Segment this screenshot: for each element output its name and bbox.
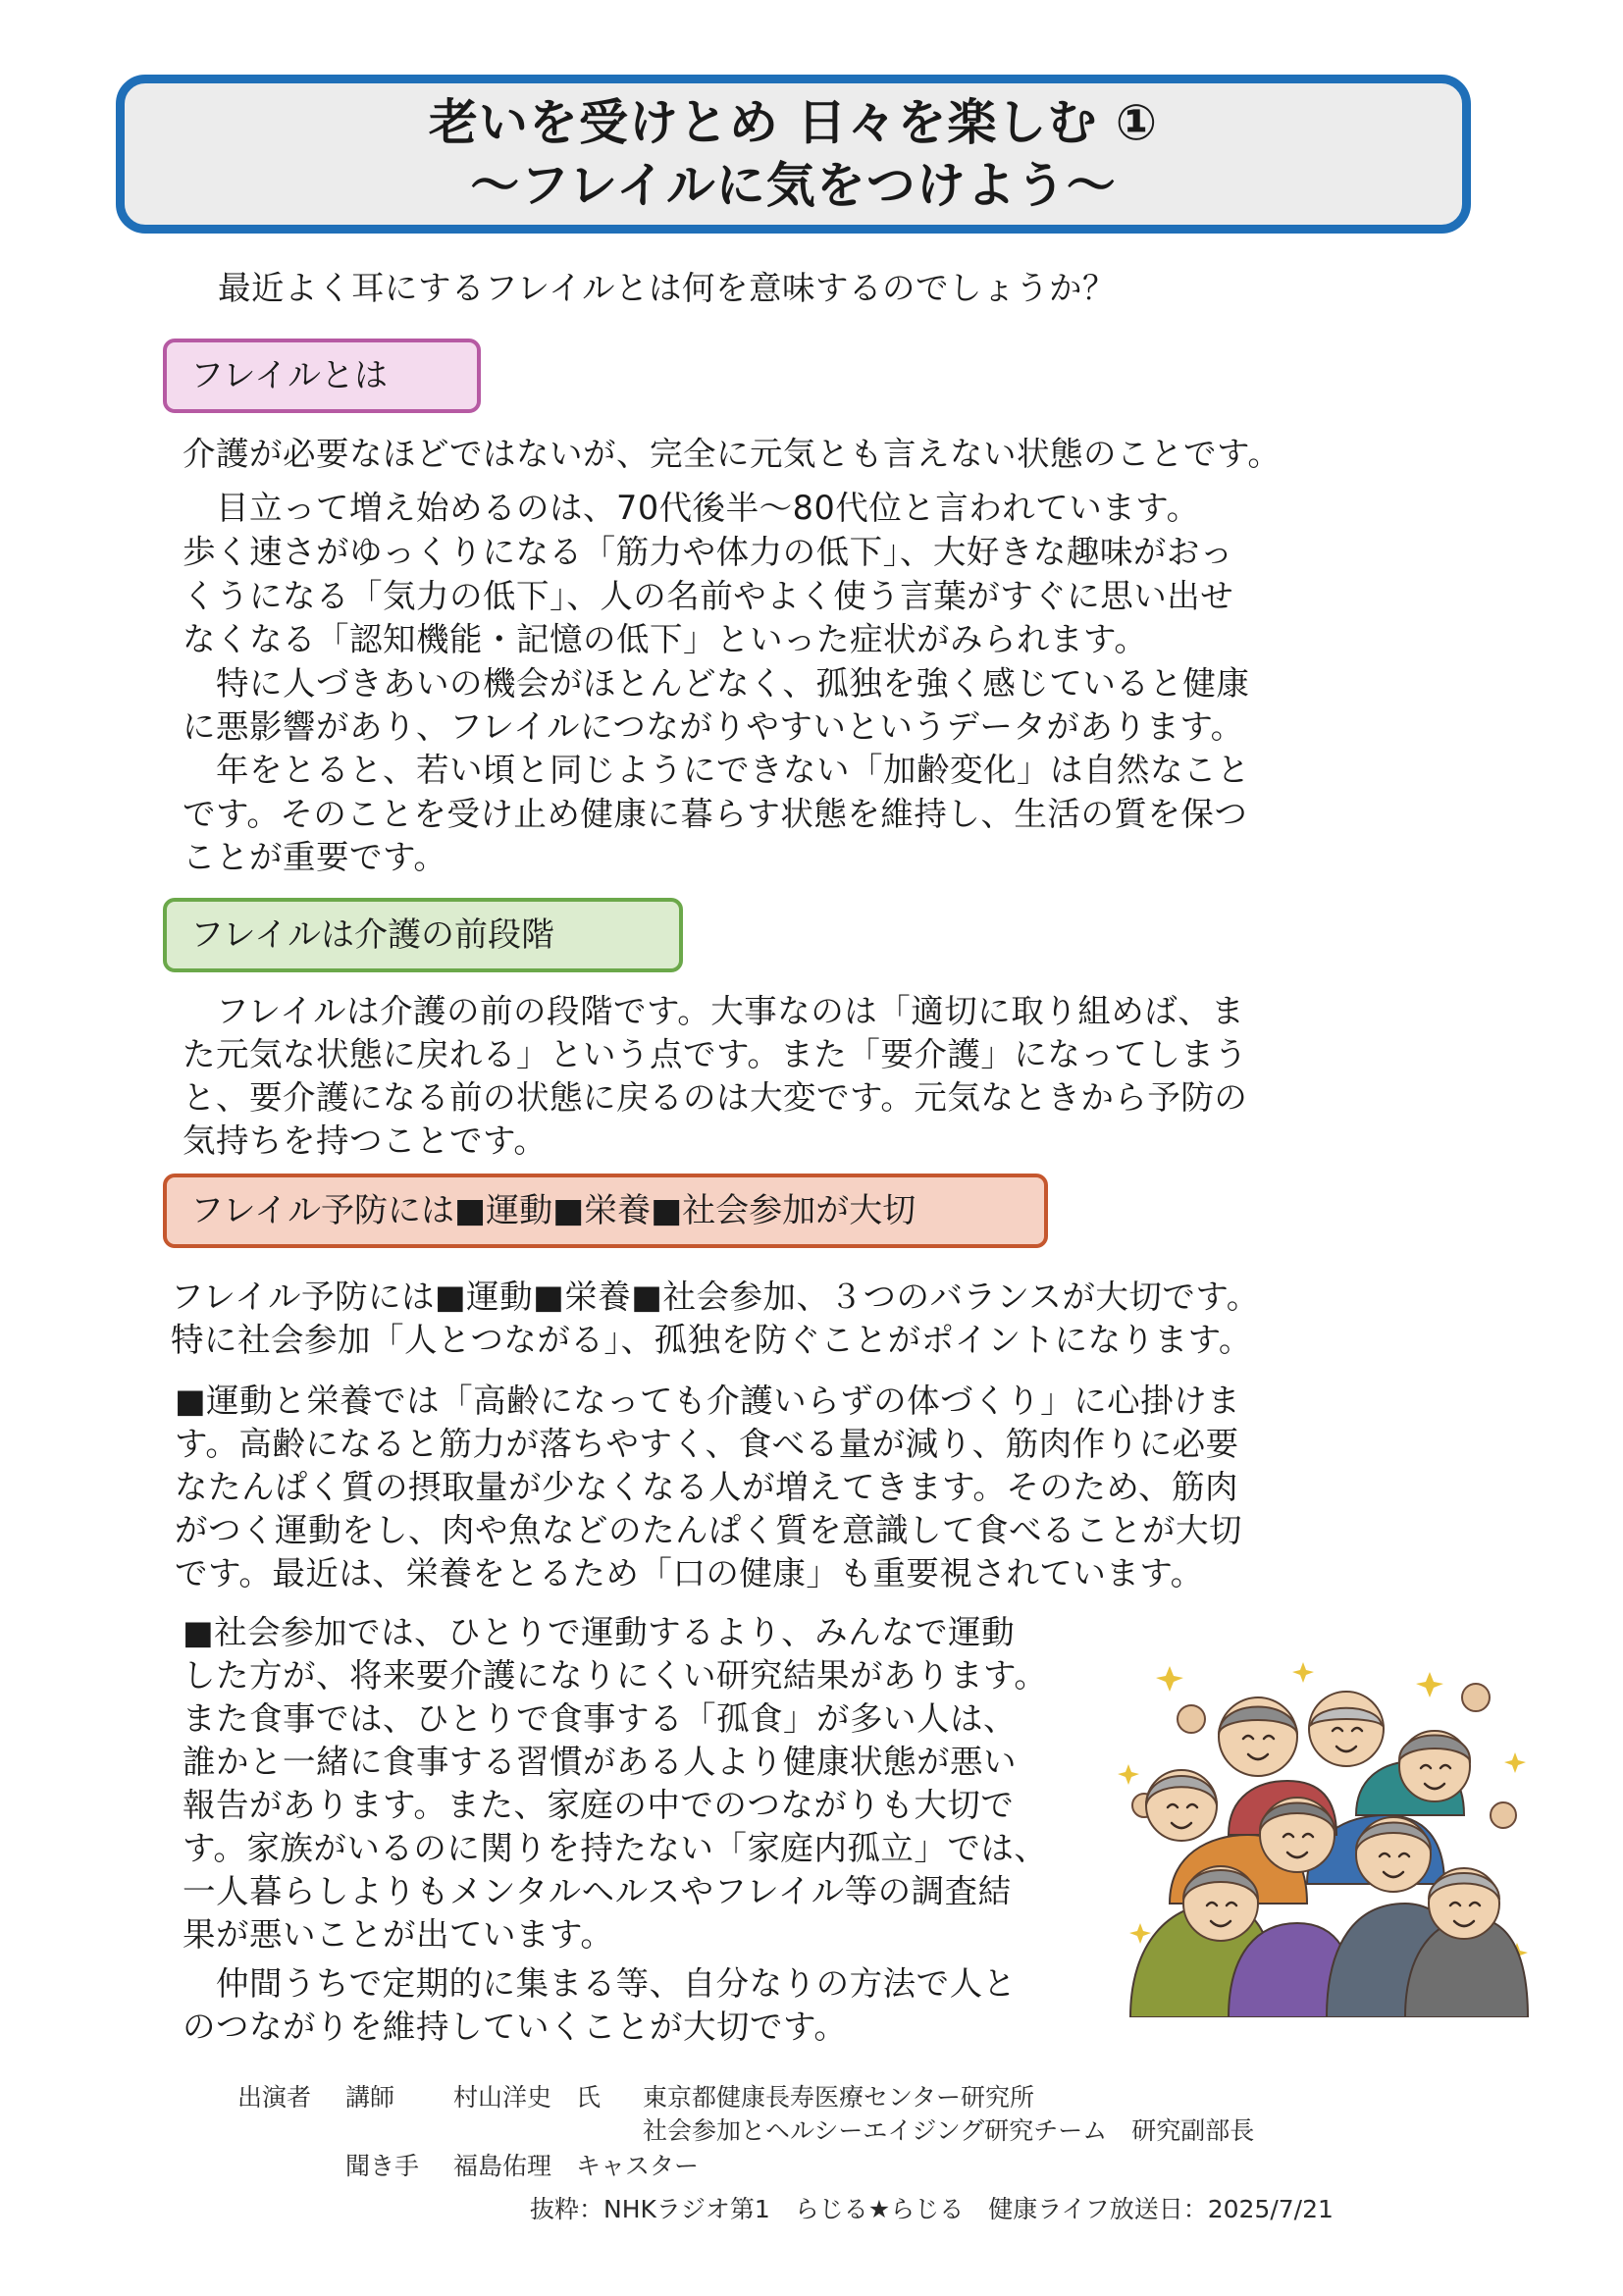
section2-line: 気持ちを持つことです。 [183, 1122, 548, 1160]
section3-para3-line: 一人暮らしよりもメンタルヘルスやフレイル等の調査結 [183, 1872, 1012, 1910]
section3-para3-line: 果が悪いことが出ています。 [183, 1915, 614, 1954]
section3-para3-line: 仲間うちで定期的に集まる等、自分なりの方法で人と [183, 1964, 1017, 2003]
source-note: 抜粋：NHKラジオ第1 らじる★らじる 健康ライフ放送日：2025/7/21 [530, 2195, 1334, 2223]
section1-line: 介護が必要なほどではないが、完全に元気とも言えない状態のことです。 [183, 435, 1282, 473]
section3-para2-line: です。最近は、栄養をとるため「口の健康」も重要視されています。 [175, 1554, 1204, 1592]
section3-para3-line: のつながりを維持していくことが大切です。 [183, 2008, 848, 2046]
section1-line: です。そのことを受け止め健康に暮らす状態を維持し、生活の質を保つ [183, 795, 1248, 833]
title-line-2: ～フレイルに気をつけよう～ [470, 157, 1117, 214]
section3-para3-line: した方が、将来要介護になりにくい研究結果があります。 [183, 1656, 1048, 1695]
section1-line: 目立って増え始めるのは、70代後半～80代位と言われています。 [183, 489, 1200, 527]
lecturer-name: 村山洋史 氏 [453, 2083, 602, 2112]
section3-para2-line: がつく運動をし、肉や魚などのたんぱく質を意識して食べることが大切 [175, 1511, 1242, 1549]
section1-line: に悪影響があり、フレイルにつながりやすいというデータがあります。 [183, 707, 1244, 746]
cheering-elderly-group-illustration [1111, 1658, 1535, 2017]
section3-para3-line: また食事では、ひとりで食事する「孤食」が多い人は、 [183, 1699, 1017, 1738]
affiliation-institute: 東京都健康長寿医療センター研究所 [643, 2083, 1035, 2112]
section2-line: と、要介護になる前の状態に戻るのは大変です。元気なときから予防の [183, 1078, 1248, 1117]
interviewer-label: 聞き手 [345, 2152, 420, 2180]
section3-para1-line: フレイル予防には■運動■栄養■社会参加、３つのバランスが大切です。 [171, 1278, 1260, 1316]
section3-para3-line: ■社会参加では、ひとりで運動するより、みんなで運動 [183, 1613, 1016, 1651]
interviewer-name: 福島佑理 キャスター [453, 2152, 700, 2180]
section1-line: 年をとると、若い頃と同じようにできない「加齢変化」は自然なこと [183, 751, 1250, 789]
section3-para3-line: 報告があります。また、家庭の中でのつながりも大切で [183, 1786, 1015, 1824]
intro-question: 最近よく耳にするフレイルとは何を意味するのでしょうか？ [218, 269, 1116, 307]
section-heading-frailty-definition: フレイルとは [163, 339, 481, 413]
title-banner [116, 75, 1471, 234]
section-heading-pre-care-stage: フレイルは介護の前段階 [163, 898, 683, 972]
section2-line: フレイルは介護の前の段階です。大事なのは「適切に取り組めば、ま [183, 992, 1245, 1030]
section2-line: た元気な状態に戻れる」という点です。また「要介護」になってしまう [183, 1035, 1248, 1073]
section3-para2-line: す。高齢になると筋力が落ちやすく、食べる量が減り、筋肉作りに必要 [175, 1425, 1239, 1463]
section3-para2-line: ■運動と栄養では「高齢になっても介護いらずの体づくり」に心掛けま [175, 1382, 1241, 1420]
section3-para1-line: 特に社会参加「人とつながる」、孤独を防ぐことがポイントになります。 [171, 1321, 1252, 1359]
section1-line: なくなる「認知機能・記憶の低下」といった症状がみられます。 [183, 620, 1148, 658]
section1-line: 特に人づきあいの機会がほとんどなく、孤独を強く感じていると健康 [183, 664, 1250, 703]
performer-label: 出演者 [237, 2083, 312, 2112]
section1-line: ことが重要です。 [183, 838, 447, 876]
section-heading-prevention: フレイル予防には■運動■栄養■社会参加が大切 [163, 1174, 1048, 1248]
section3-para3-line: す。家族がいるのに関りを持たない「家庭内孤立」では、 [183, 1829, 1048, 1867]
section3-para2-line: なたんぱく質の摂取量が少なくなる人が増えてきます。そのため、筋肉 [175, 1468, 1238, 1506]
section1-line: くうになる「気力の低下」、人の名前やよく使う言葉がすぐに思い出せ [183, 577, 1234, 615]
lecturer-label: 講師 [345, 2083, 395, 2112]
section3-para3-line: 誰かと一緒に食事する習慣がある人より健康状態が悪い [183, 1743, 1017, 1781]
section1-line: 歩く速さがゆっくりになる「筋力や体力の低下」、大好きな趣味がおっ [183, 533, 1233, 571]
affiliation-team: 社会参加とヘルシーエイジング研究チーム 研究副部長 [643, 2116, 1255, 2145]
title-line-1: 老いを受けとめ 日々を楽しむ ① [428, 94, 1159, 151]
